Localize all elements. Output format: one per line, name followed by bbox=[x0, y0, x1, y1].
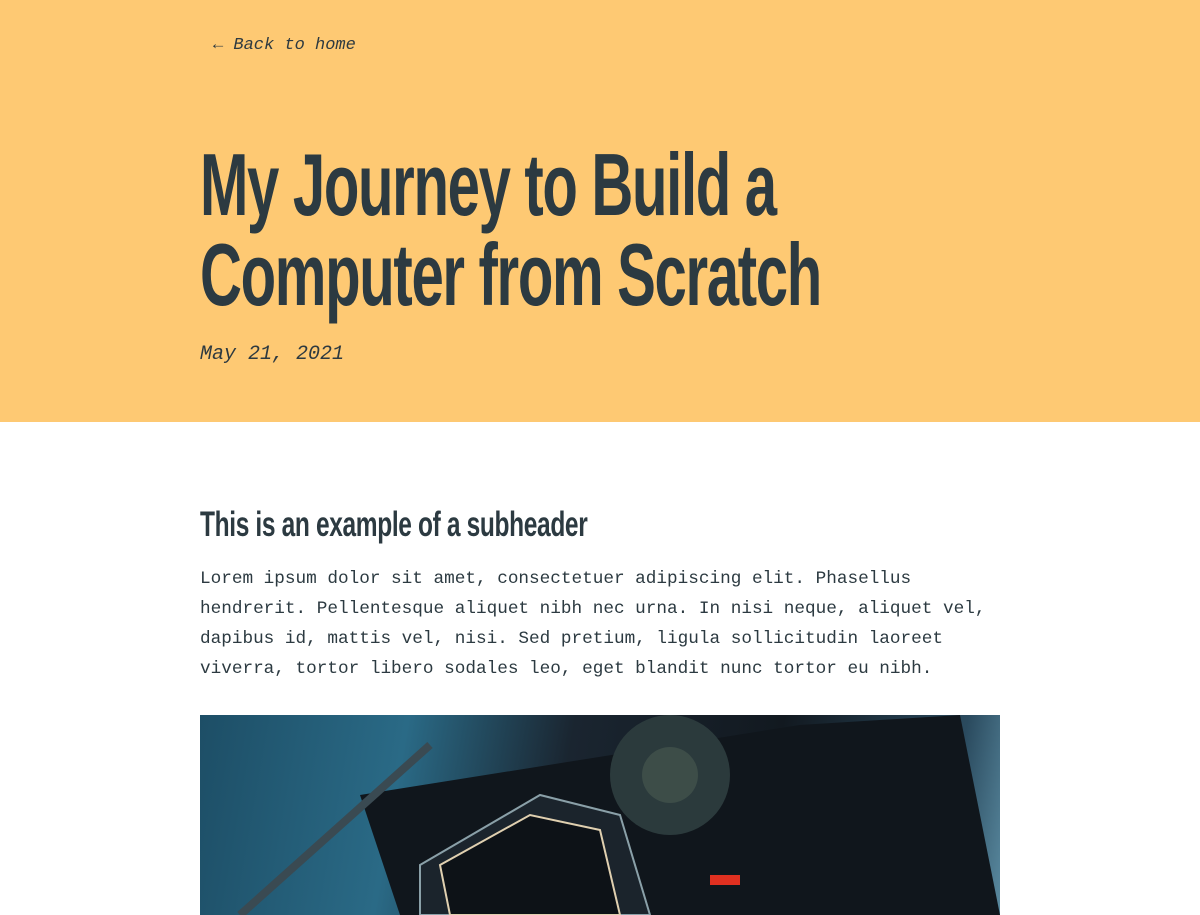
pc-illustration bbox=[200, 715, 1000, 915]
post-hero bbox=[0, 0, 1200, 422]
computer-build-image bbox=[200, 715, 1000, 915]
back-to-home-link[interactable]: ← Back to home bbox=[213, 36, 356, 55]
body-paragraph: Lorem ipsum dolor sit amet, consectetuer adipiscing elit. Phasellus hendrerit. Pellentesque aliquet nibh nec urna. In nisi neque, aliquet vel, dapibus id, mattis vel, nisi. Sed pretium, ligula sollicitudin laoreet viverra, tortor libero sodales leo, eget blandit nunc tortor eu nibh. bbox=[200, 569, 986, 679]
subheader: This is an example of a subheader bbox=[200, 505, 588, 544]
post-date: May 21, 2021 bbox=[200, 343, 345, 366]
page-title bbox=[200, 135, 1141, 324]
title-line: Computer from Scratch bbox=[200, 225, 821, 324]
title-line: My Journey to Build a bbox=[200, 135, 776, 234]
